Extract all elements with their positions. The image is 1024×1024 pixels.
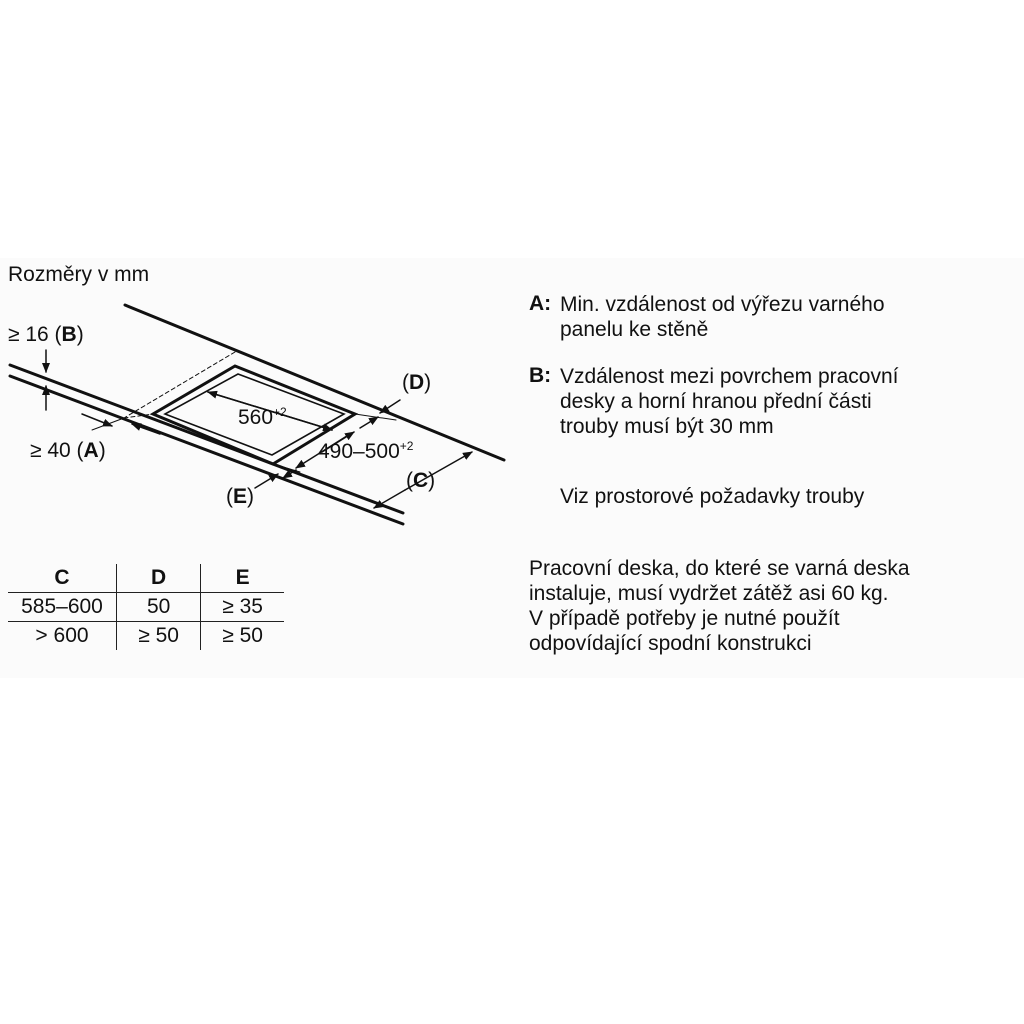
legend-b-line: Vzdálenost mezi povrchem pracovní (560, 365, 899, 388)
wall-edge-line (125, 305, 504, 460)
table-header-e: E (201, 564, 284, 593)
label-e-suffix: ) (247, 485, 255, 508)
legend-b-key: B: (529, 364, 552, 387)
label-width-560 (238, 400, 287, 430)
table-cell: ≥ 50 (201, 622, 284, 651)
label-d-key: D (409, 371, 425, 394)
page-title: Rozměry v mm (8, 263, 150, 286)
label-b-key: B (61, 323, 77, 346)
label-c-key: C (413, 469, 429, 492)
dim-d-arrow-2 (360, 417, 378, 428)
note-line: odpovídající spodní konstrukci (529, 632, 812, 655)
table-header-row (8, 564, 284, 593)
table-cell: ≥ 50 (117, 622, 201, 651)
label-a (30, 438, 106, 463)
legend-b-text (560, 364, 899, 439)
legend-c-text: Viz prostorové požadavky trouby (560, 485, 865, 508)
label-c-prefix: ( (406, 469, 413, 492)
label-d-prefix: ( (402, 371, 409, 394)
table-cell: > 600 (8, 622, 117, 651)
note-line: Pracovní deska, do které se varná deska (529, 557, 910, 580)
dim-c-arrow-2 (374, 490, 405, 508)
label-e-key: E (233, 485, 248, 508)
dim-a-arrow-2 (132, 424, 160, 434)
dim-e-arrow (255, 474, 278, 488)
label-d-suffix: ) (424, 371, 432, 394)
legend-a-line: panelu ke stěně (560, 318, 709, 341)
label-b-suffix: ) (76, 323, 84, 346)
label-a-key: A (83, 439, 99, 462)
table-cell: ≥ 35 (201, 593, 284, 622)
label-depth-490-500 (318, 434, 413, 464)
width-tolerance: +2 (273, 405, 287, 419)
label-a-prefix: ≥ 40 ( (30, 439, 84, 462)
width-value: 560 (238, 406, 274, 429)
label-c-suffix: ) (428, 469, 436, 492)
legend-a-line: Min. vzdálenost od výřezu varného (560, 293, 885, 316)
dim-d-arrow (380, 400, 400, 413)
note-line: V případě potřeby je nutné použít (529, 607, 840, 630)
label-b-prefix: ≥ 16 ( (8, 323, 62, 346)
table-cell: 585–600 (8, 593, 117, 622)
label-b (8, 322, 84, 347)
depth-tolerance: +2 (399, 439, 414, 453)
label-d (402, 370, 431, 395)
label-e-prefix: ( (226, 485, 233, 508)
label-a-suffix: ) (98, 439, 106, 462)
label-e (226, 484, 254, 509)
legend-a-key: A: (529, 292, 552, 315)
depth-value: 490–500 (318, 440, 400, 463)
table-cell: 50 (117, 593, 201, 622)
legend-b-line: desky a horní hranou přední části (560, 390, 872, 413)
table-header-d: D (117, 564, 201, 593)
table-row (8, 622, 284, 651)
label-c (406, 468, 435, 493)
legend-b-line: trouby musí být 30 mm (560, 415, 774, 438)
note-line: instaluje, musí vydržet zátěž asi 60 kg. (529, 582, 889, 605)
table-header-c: C (54, 566, 70, 589)
dim-a-arrow (82, 414, 112, 426)
legend-a-text (560, 292, 885, 342)
dimension-table (8, 564, 284, 650)
table-row (8, 593, 284, 622)
worktop-load-note (529, 556, 910, 656)
